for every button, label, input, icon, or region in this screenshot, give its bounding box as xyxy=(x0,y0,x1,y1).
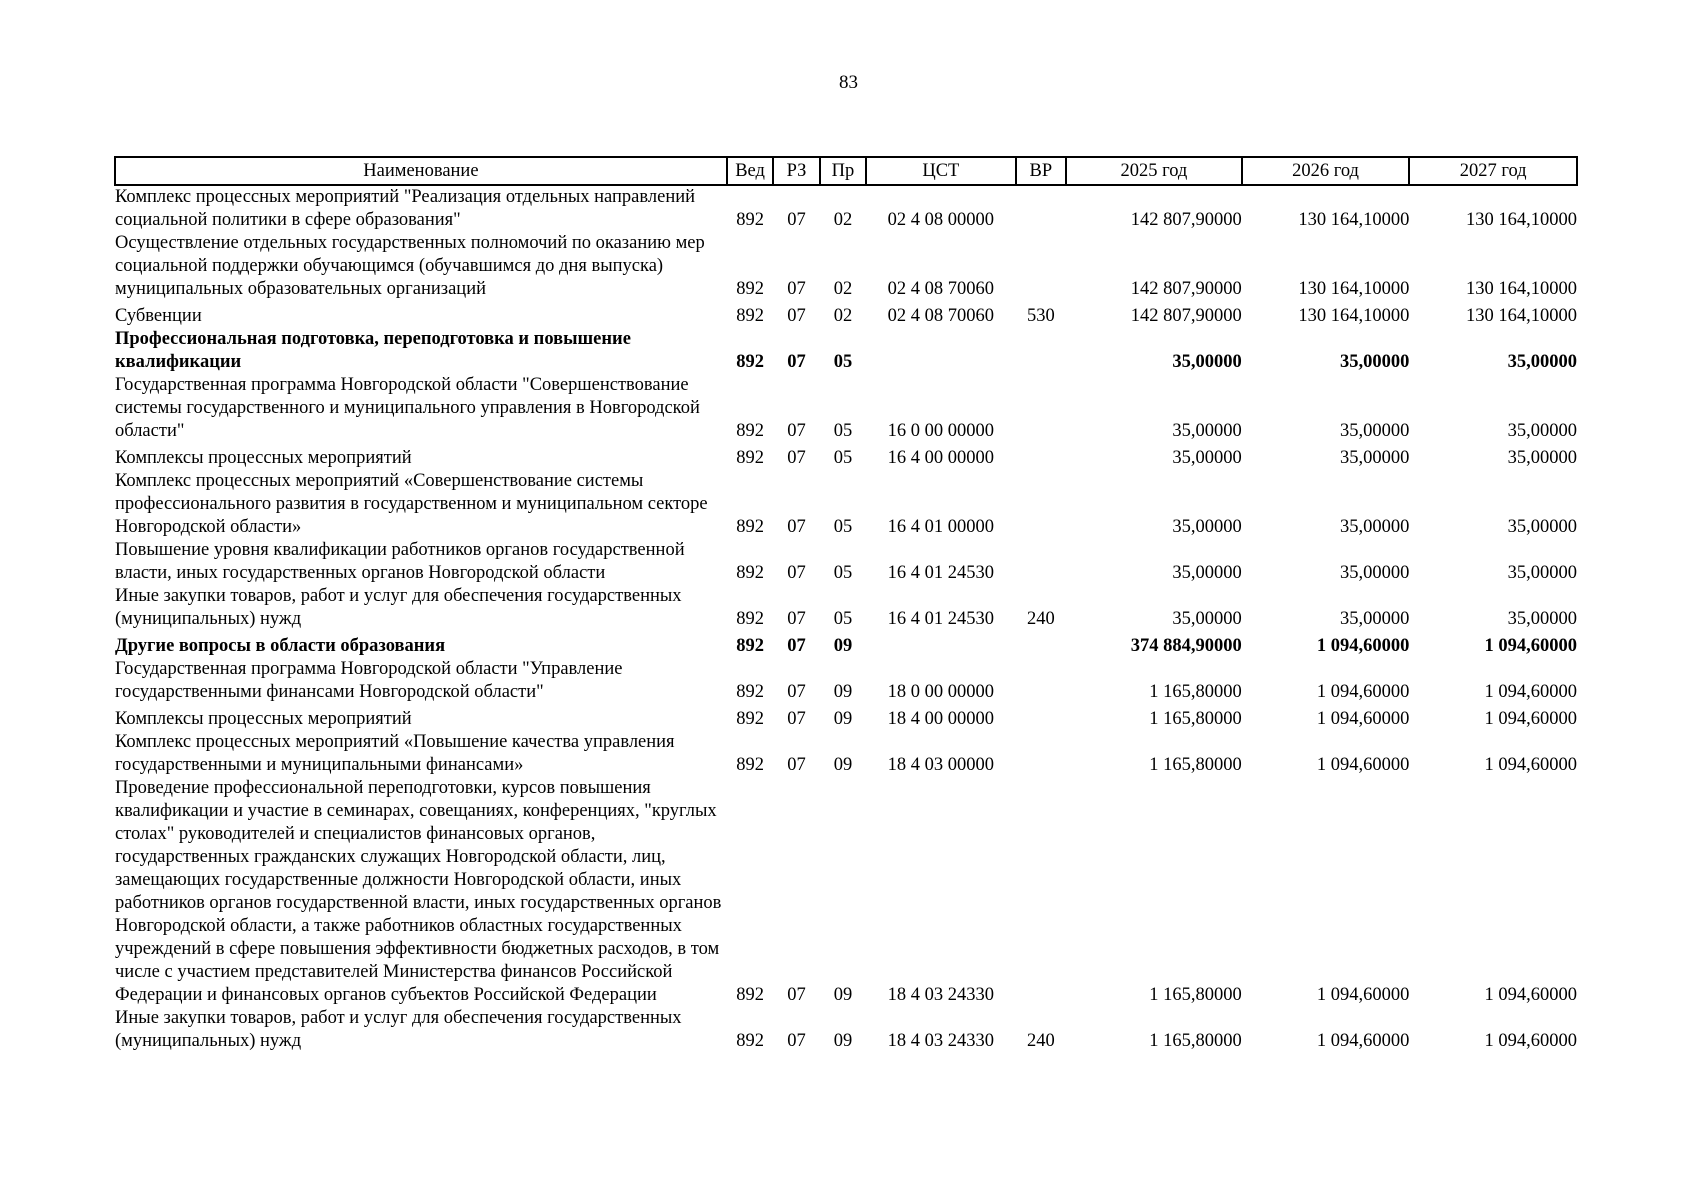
table-row xyxy=(115,704,1577,731)
header-rz: РЗ xyxy=(773,157,819,185)
row-cst xyxy=(866,328,1015,374)
table-row xyxy=(115,1007,1577,1053)
row-2027: 35,00000 xyxy=(1507,352,1577,372)
row-2026: 1 094,60000 xyxy=(1316,636,1410,656)
row-2027: 130 164,10000 xyxy=(1466,210,1577,230)
row-rz: 07 xyxy=(787,636,806,656)
header-name: Наименование xyxy=(115,157,727,185)
row-vr xyxy=(1016,470,1066,539)
table-row xyxy=(115,374,1577,443)
row-pr: 05 xyxy=(833,563,853,583)
row-vr xyxy=(1016,185,1066,232)
row-name: Иные закупки товаров, работ и услуг для обеспечения государственных (муниципальных) нужд xyxy=(115,1008,682,1051)
row-ved: 892 xyxy=(736,517,764,537)
row-2027: 1 094,60000 xyxy=(1484,636,1577,656)
row-2027: 35,00000 xyxy=(1507,421,1577,441)
row-name: Комплексы процессных мероприятий xyxy=(115,448,412,468)
row-2025: 35,00000 xyxy=(1172,352,1242,372)
row-vr: 240 xyxy=(1026,1031,1055,1051)
row-2026: 1 094,60000 xyxy=(1316,755,1410,775)
row-cst: 18 4 00 00000 xyxy=(887,709,995,729)
row-rz: 07 xyxy=(787,279,806,299)
row-pr: 05 xyxy=(833,421,853,441)
row-cst: 16 4 00 00000 xyxy=(887,448,995,468)
row-2025: 1 165,80000 xyxy=(1149,755,1242,775)
row-ved: 892 xyxy=(736,755,764,775)
row-name: Субвенции xyxy=(115,306,202,326)
row-pr: 09 xyxy=(833,1031,853,1051)
row-vr xyxy=(1016,658,1066,704)
row-2027: 1 094,60000 xyxy=(1484,755,1577,775)
section-row xyxy=(115,328,1577,374)
table-row xyxy=(115,731,1577,777)
row-pr: 05 xyxy=(833,517,853,537)
row-cst: 18 4 03 00000 xyxy=(887,755,995,775)
row-vr xyxy=(1016,443,1066,470)
row-pr: 02 xyxy=(833,306,853,326)
row-2025: 35,00000 xyxy=(1172,421,1242,441)
row-rz: 07 xyxy=(787,709,806,729)
row-2026: 35,00000 xyxy=(1339,352,1410,372)
row-2027: 130 164,10000 xyxy=(1466,279,1577,299)
row-rz: 07 xyxy=(787,609,806,629)
budget-table xyxy=(114,156,1578,1053)
row-vr xyxy=(1016,539,1066,585)
row-ved: 892 xyxy=(736,421,764,441)
row-pr: 02 xyxy=(833,210,853,230)
row-vr xyxy=(1016,704,1066,731)
table-row xyxy=(115,777,1577,1007)
row-ved: 892 xyxy=(736,279,764,299)
row-rz: 07 xyxy=(787,985,806,1005)
table-row xyxy=(115,470,1577,539)
row-pr: 09 xyxy=(833,755,853,775)
row-name: Другие вопросы в области образования xyxy=(115,636,446,656)
row-2026: 1 094,60000 xyxy=(1316,709,1410,729)
row-pr: 09 xyxy=(833,985,853,1005)
row-ved: 892 xyxy=(736,563,764,583)
row-vr xyxy=(1016,731,1066,777)
row-2026: 35,00000 xyxy=(1339,448,1410,468)
row-2026: 1 094,60000 xyxy=(1316,682,1410,702)
row-2027: 35,00000 xyxy=(1507,448,1577,468)
row-2026: 130 164,10000 xyxy=(1298,210,1410,230)
header-row xyxy=(115,157,1577,185)
table-row xyxy=(115,539,1577,585)
page-number: 83 xyxy=(839,72,858,93)
row-2025: 1 165,80000 xyxy=(1149,985,1242,1005)
row-2027: 35,00000 xyxy=(1507,609,1577,629)
header-2025: 2025 год xyxy=(1066,157,1242,185)
header-cst: ЦСТ xyxy=(866,157,1015,185)
row-cst: 18 0 00 00000 xyxy=(887,682,995,702)
row-pr: 05 xyxy=(833,352,853,372)
row-pr: 05 xyxy=(833,609,853,629)
row-ved: 892 xyxy=(736,306,764,326)
row-ved: 892 xyxy=(736,1031,764,1051)
row-rz: 07 xyxy=(787,755,806,775)
row-cst: 16 4 01 00000 xyxy=(887,517,995,537)
row-2025: 1 165,80000 xyxy=(1149,1031,1242,1051)
row-2026: 35,00000 xyxy=(1339,421,1410,441)
row-vr xyxy=(1016,374,1066,443)
row-2025: 374 884,90000 xyxy=(1130,636,1242,656)
row-2026: 130 164,10000 xyxy=(1298,306,1410,326)
row-2026: 130 164,10000 xyxy=(1298,279,1410,299)
row-ved: 892 xyxy=(736,352,764,372)
row-name: Комплекс процессных мероприятий «Совершенствование системы профессионального развития в государственном и муниципальном секторе Новгородской области» xyxy=(115,471,708,537)
row-2025: 35,00000 xyxy=(1172,609,1242,629)
row-rz: 07 xyxy=(787,306,806,326)
row-2025: 142 807,90000 xyxy=(1130,210,1242,230)
row-2025: 142 807,90000 xyxy=(1130,279,1242,299)
row-rz: 07 xyxy=(787,1031,806,1051)
row-ved: 892 xyxy=(736,682,764,702)
row-2027: 35,00000 xyxy=(1507,563,1577,583)
row-name: Проведение профессиональной переподготовки, курсов повышения квалификации и участие в семинарах, совещаниях, конференциях, "круглых столах" руководителей и специалистов финансовых органов, государственных гражданских служащих Новгородской области, лиц, замещающих государственные должности Новгородской области, иных работников органов государственной власти, иных государственных органов Новгородской области, а также работников областных государственных учреждений в сфере повышения эффективности бюджетных расходов, в том числе с участием представителей Министерства финансов Российской Федерации и финансовых органов субъектов Российской Федерации xyxy=(115,778,722,1005)
row-2027: 1 094,60000 xyxy=(1484,682,1577,702)
row-name: Иные закупки товаров, работ и услуг для обеспечения государственных (муниципальных) нужд xyxy=(115,586,682,629)
row-name: Комплекс процессных мероприятий "Реализация отдельных направлений социальной политики в сфере образования" xyxy=(115,187,696,230)
row-vr: 240 xyxy=(1026,609,1055,629)
row-cst: 18 4 03 24330 xyxy=(887,985,995,1005)
row-pr: 05 xyxy=(833,448,853,468)
row-vr: 530 xyxy=(1026,306,1055,326)
table-row xyxy=(115,301,1577,328)
header-pr: Пр xyxy=(820,157,866,185)
row-2026: 1 094,60000 xyxy=(1316,985,1410,1005)
row-vr xyxy=(1016,777,1066,1007)
table-row xyxy=(115,232,1577,301)
row-name: Государственная программа Новгородской области "Совершенствование системы государственного и муниципального управления в Новгородской области" xyxy=(115,375,700,441)
table-row xyxy=(115,185,1577,232)
row-2027: 1 094,60000 xyxy=(1484,985,1577,1005)
row-rz: 07 xyxy=(787,682,806,702)
row-name: Комплекс процессных мероприятий «Повышение качества управления государственными и муниципальными финансами» xyxy=(115,732,675,775)
row-name: Комплексы процессных мероприятий xyxy=(115,709,412,729)
row-ved: 892 xyxy=(736,636,764,656)
row-name: Осуществление отдельных государственных полномочий по оказанию мер социальной поддержки обучающимся (обучавшимся до дня выпуска) муниципальных образовательных организаций xyxy=(115,233,705,299)
row-2026: 1 094,60000 xyxy=(1316,1031,1410,1051)
row-rz: 07 xyxy=(787,563,806,583)
row-pr: 09 xyxy=(833,709,853,729)
row-vr xyxy=(1016,328,1066,374)
row-pr: 02 xyxy=(833,279,853,299)
row-ved: 892 xyxy=(736,709,764,729)
row-pr: 09 xyxy=(833,636,853,656)
row-rz: 07 xyxy=(787,421,806,441)
row-cst: 18 4 03 24330 xyxy=(887,1031,995,1051)
row-2027: 35,00000 xyxy=(1507,517,1577,537)
row-2027: 1 094,60000 xyxy=(1484,1031,1577,1051)
row-cst: 16 4 01 24530 xyxy=(887,563,995,583)
row-2026: 35,00000 xyxy=(1339,609,1410,629)
row-2027: 130 164,10000 xyxy=(1466,306,1577,326)
row-rz: 07 xyxy=(787,210,806,230)
row-cst xyxy=(866,631,1015,658)
row-2025: 1 165,80000 xyxy=(1149,682,1242,702)
row-2025: 35,00000 xyxy=(1172,517,1242,537)
row-rz: 07 xyxy=(787,448,806,468)
section-row xyxy=(115,631,1577,658)
row-ved: 892 xyxy=(736,609,764,629)
row-ved: 892 xyxy=(736,985,764,1005)
header-vr: ВР xyxy=(1016,157,1066,185)
row-2025: 142 807,90000 xyxy=(1130,306,1242,326)
row-cst: 16 0 00 00000 xyxy=(887,421,995,441)
row-2027: 1 094,60000 xyxy=(1484,709,1577,729)
row-name: Профессиональная подготовка, переподготовка и повышение квалификации xyxy=(115,329,631,372)
header-2026: 2026 год xyxy=(1242,157,1410,185)
row-rz: 07 xyxy=(787,352,806,372)
table-header xyxy=(115,157,1577,185)
row-2025: 1 165,80000 xyxy=(1149,709,1242,729)
row-vr xyxy=(1016,232,1066,301)
table-row xyxy=(115,658,1577,704)
row-2025: 35,00000 xyxy=(1172,448,1242,468)
table-body xyxy=(115,185,1577,1053)
row-cst: 02 4 08 00000 xyxy=(887,210,995,230)
header-2027: 2027 год xyxy=(1409,157,1577,185)
row-rz: 07 xyxy=(787,517,806,537)
row-2025: 35,00000 xyxy=(1172,563,1242,583)
row-cst: 16 4 01 24530 xyxy=(887,609,995,629)
row-name: Повышение уровня квалификации работников органов государственной власти, иных государственных органов Новгородской области xyxy=(115,540,685,583)
row-2026: 35,00000 xyxy=(1339,563,1410,583)
table-row xyxy=(115,443,1577,470)
header-ved: Вед xyxy=(727,157,773,185)
row-vr xyxy=(1016,631,1066,658)
row-2026: 35,00000 xyxy=(1339,517,1410,537)
table-row xyxy=(115,585,1577,631)
row-name: Государственная программа Новгородской области "Управление государственными финансами Новгородской области" xyxy=(115,659,623,702)
row-ved: 892 xyxy=(736,448,764,468)
row-cst: 02 4 08 70060 xyxy=(887,279,995,299)
row-cst: 02 4 08 70060 xyxy=(887,306,995,326)
row-pr: 09 xyxy=(833,682,853,702)
row-ved: 892 xyxy=(736,210,764,230)
